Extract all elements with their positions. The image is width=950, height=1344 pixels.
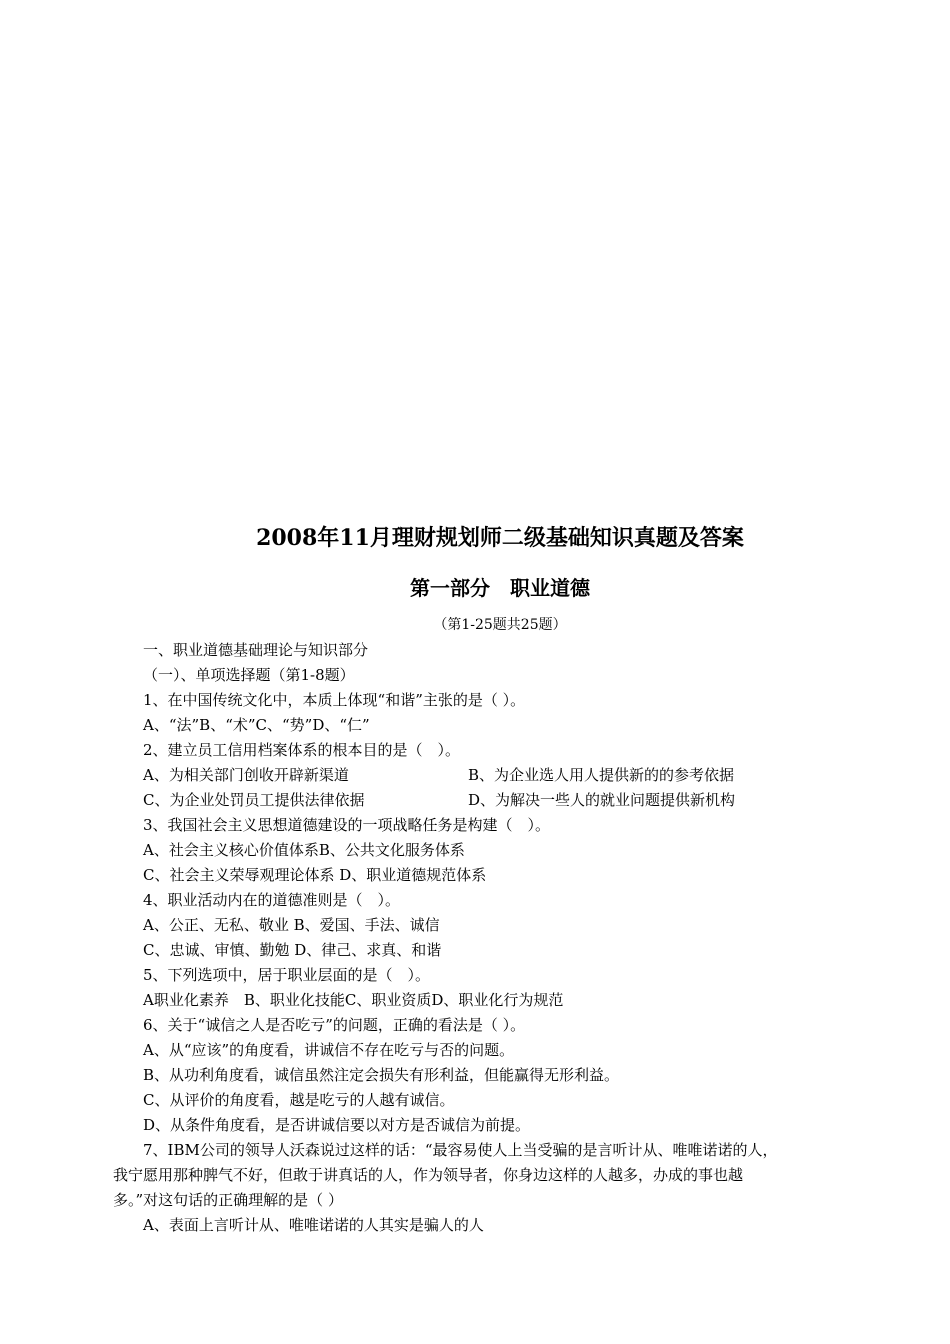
question-1-stem: 1、在中国传统文化中，本质上体现“和谐”主张的是（ ）。 xyxy=(143,691,526,709)
question-5-stem: 5、下列选项中，居于职业层面的是（ ）。 xyxy=(143,966,431,984)
document-title: 2008年11月理财规划师二级基础知识真题及答案 xyxy=(256,525,744,551)
question-7-stem-line-2: 我宁愿用那种脾气不好，但敢于讲真话的人，作为领导者，你身边这样的人越多，办成的事也越 xyxy=(113,1166,744,1184)
question-2-option-c: C、为企业处罚员工提供法律依据 xyxy=(143,791,365,809)
question-range: （第1-25题共25题） xyxy=(433,617,567,633)
question-4-stem: 4、职业活动内在的道德准则是（ ）。 xyxy=(143,891,401,909)
question-6-option-d: D、从条件角度看，是否讲诚信要以对方是否诚信为前提。 xyxy=(143,1116,531,1134)
question-3-options-ab: A、社会主义核心价值体系B、公共文化服务体系 xyxy=(143,841,465,859)
question-3-options-cd: C、社会主义荣辱观理论体系 D、职业道德规范体系 xyxy=(143,866,487,884)
question-6-option-a: A、从“应该”的角度看，讲诚信不存在吃亏与否的问题。 xyxy=(143,1041,515,1059)
subsection-heading: （一）、单项选择题（第1-8题） xyxy=(143,666,355,684)
question-6-stem: 6、关于“诚信之人是否吃亏”的问题，正确的看法是（ ）。 xyxy=(143,1016,526,1034)
question-2-option-a: A、为相关部门创收开辟新渠道 xyxy=(143,766,349,784)
question-2-stem: 2、建立员工信用档案体系的根本目的是（ ）。 xyxy=(143,741,461,759)
question-2-options-row-2 xyxy=(113,788,843,813)
document-body xyxy=(113,638,843,1238)
question-2-option-d: D、为解决一些人的就业问题提供新机构 xyxy=(468,791,736,809)
question-7-stem-line-1: 7、IBM公司的领导人沃森说过这样的话：“最容易使人上当受骗的是言听计从、唯唯诺诺的人， xyxy=(143,1141,778,1159)
question-2-options-row-1 xyxy=(113,763,843,788)
question-4-options-ab: A、公正、无私、敬业 B、爱国、手法、诚信 xyxy=(143,916,440,934)
question-4-options-cd: C、忠诚、审慎、勤勉 D、律己、求真、和谐 xyxy=(143,941,442,959)
question-3-stem: 3、我国社会主义思想道德建设的一项战略任务是构建（ ）。 xyxy=(143,816,551,834)
question-6-option-b: B、从功利角度看，诚信虽然注定会损失有形利益，但能赢得无形利益。 xyxy=(143,1066,620,1084)
question-2-option-b: B、为企业选人用人提供新的的参考依据 xyxy=(468,766,735,784)
question-6-option-c: C、从评价的角度看，越是吃亏的人越有诚信。 xyxy=(143,1091,455,1109)
section-heading: 一、职业道德基础理论与知识部分 xyxy=(143,641,369,659)
question-7-stem-line-3: 多。”对这句话的正确理解的是（ ） xyxy=(113,1191,343,1209)
part-heading: 第一部分 职业道德 xyxy=(410,576,590,600)
question-1-options: A、“法”B、“术”C、“势”D、“仁” xyxy=(143,716,370,734)
question-5-options: A职业化素养 B、职业化技能C、职业资质D、职业化行为规范 xyxy=(143,991,564,1009)
question-7-option-a: A、表面上言听计从、唯唯诺诺的人其实是骗人的人 xyxy=(143,1216,484,1234)
